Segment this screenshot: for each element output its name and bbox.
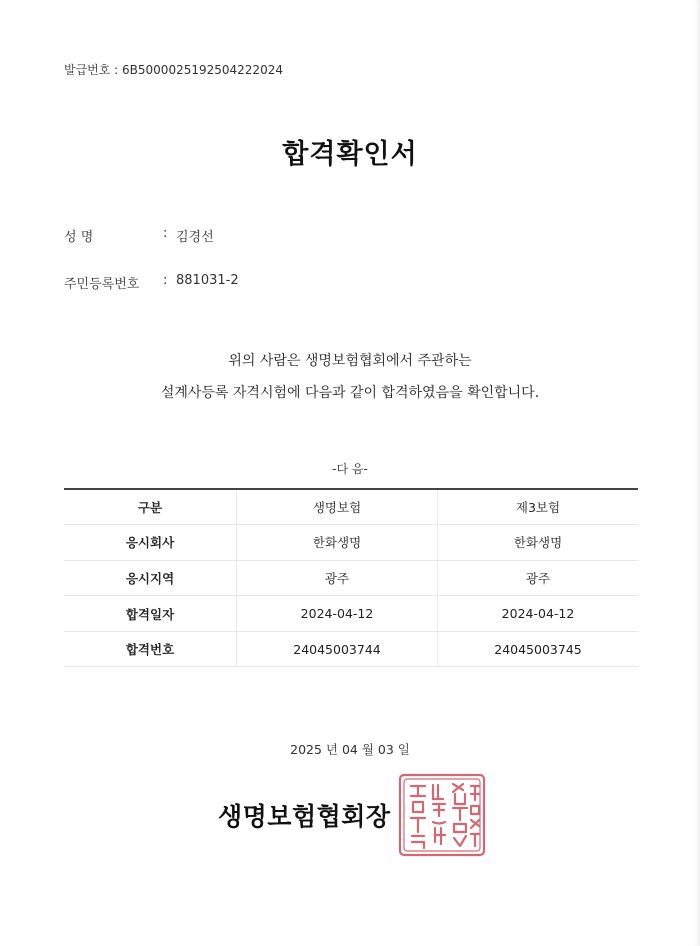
table-cell: 2024-04-12 xyxy=(438,596,639,632)
issuer-name: 생명보험협회장 xyxy=(218,802,391,831)
table-row xyxy=(64,525,638,561)
table-cell: 24045003745 xyxy=(438,631,639,667)
row-label: 응시회사 xyxy=(64,525,237,561)
table-cell: 한화생명 xyxy=(438,525,639,561)
document-title: 합격확인서 xyxy=(282,139,418,170)
table-cell: 광주 xyxy=(438,560,639,596)
official-seal-icon xyxy=(397,772,487,858)
header-category: 구분 xyxy=(64,489,237,525)
statement-line-1: 위의 사람은 생명보험협회에서 주관하는 xyxy=(228,353,472,369)
row-label: 응시지역 xyxy=(64,560,237,596)
header-third-insurance: 제3보험 xyxy=(438,489,639,525)
issue-number: 발급번호 : 6B5000025192504222024 xyxy=(64,63,283,77)
name-colon: : xyxy=(163,226,168,241)
table-row xyxy=(64,596,638,632)
result-table xyxy=(64,488,638,667)
table-header-row xyxy=(64,489,638,525)
table-row xyxy=(64,560,638,596)
issue-date: 2025 년 04 월 03 일 xyxy=(290,742,410,757)
id-number-value: 881031-2 xyxy=(176,273,239,288)
name-value: 김경선 xyxy=(176,230,214,245)
row-label: 합격일자 xyxy=(64,596,237,632)
table-cell: 2024-04-12 xyxy=(237,596,438,632)
id-number-colon: : xyxy=(163,273,168,288)
note-label: -다 음- xyxy=(332,462,368,476)
table-row xyxy=(64,631,638,667)
table-cell: 한화생명 xyxy=(237,525,438,561)
table-cell: 광주 xyxy=(237,560,438,596)
row-label: 합격번호 xyxy=(64,631,237,667)
id-number-label: 주민등록번호 xyxy=(64,277,140,292)
header-life-insurance: 생명보험 xyxy=(237,489,438,525)
table-cell: 24045003744 xyxy=(237,631,438,667)
name-label: 성 명 xyxy=(64,230,94,245)
statement-line-2: 설계사등록 자격시험에 다음과 같이 합격하였음을 확인합니다. xyxy=(160,385,540,401)
